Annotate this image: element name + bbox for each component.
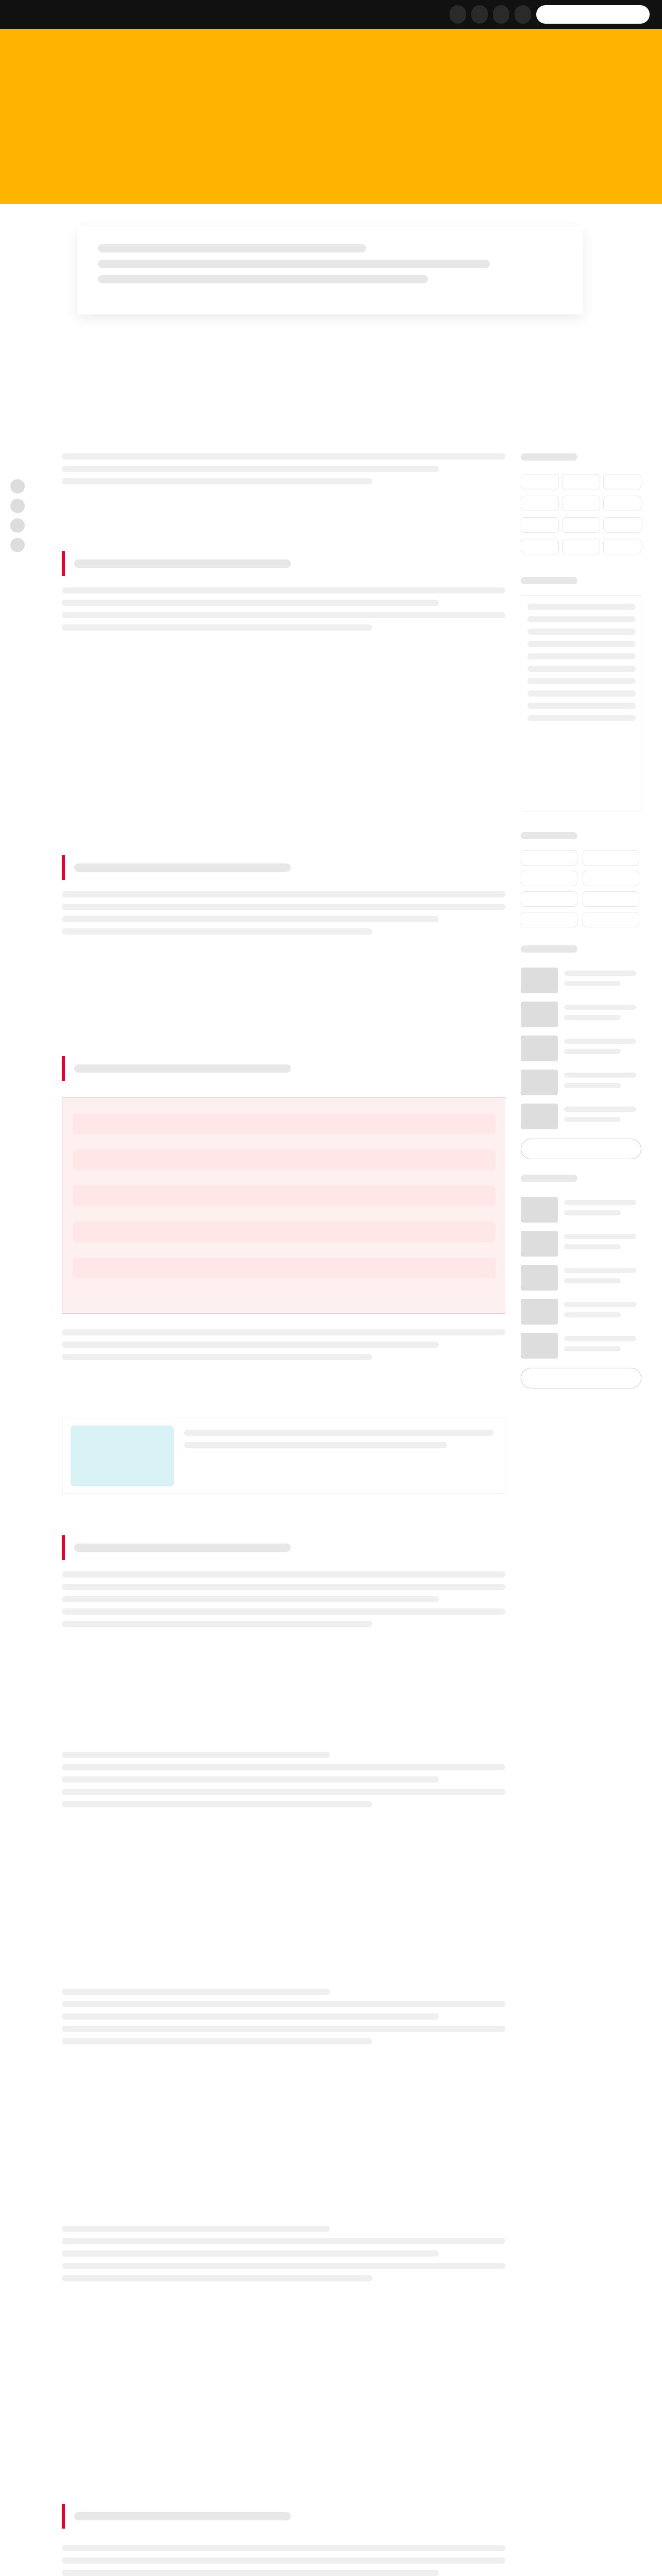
keyword-title	[521, 827, 641, 844]
section-heading	[62, 1535, 505, 1560]
section-body	[62, 2545, 505, 2576]
nav-item[interactable]	[493, 5, 509, 24]
title-placeholder-line	[98, 275, 428, 283]
ranking-item[interactable]	[521, 963, 641, 997]
ranking-more-button[interactable]	[521, 1139, 641, 1159]
ad-item[interactable]	[521, 1261, 641, 1295]
category-item[interactable]	[527, 715, 636, 721]
month-chip[interactable]	[562, 539, 600, 554]
month-chip[interactable]	[521, 474, 559, 489]
keyword-chip[interactable]	[583, 871, 639, 886]
calendar-title	[521, 448, 641, 466]
ranking-item[interactable]	[521, 997, 641, 1031]
section-body	[62, 891, 505, 941]
header-nav	[450, 5, 650, 24]
section-heading	[62, 1056, 505, 1081]
share-icon[interactable]	[10, 479, 25, 494]
category-item[interactable]	[527, 690, 636, 697]
case-block	[62, 1989, 505, 2050]
ads-more-button[interactable]	[521, 1368, 641, 1388]
section-body	[62, 1329, 505, 1366]
month-chip[interactable]	[603, 517, 641, 533]
month-chip[interactable]	[562, 496, 600, 511]
search-input[interactable]	[536, 5, 650, 24]
month-chip[interactable]	[521, 517, 559, 533]
related-article-card[interactable]	[62, 1417, 505, 1494]
category-list	[521, 595, 641, 811]
category-item[interactable]	[527, 653, 636, 659]
keyword-chip[interactable]	[521, 871, 577, 886]
ad-item[interactable]	[521, 1227, 641, 1261]
ad-item[interactable]	[521, 1329, 641, 1363]
ranking-item[interactable]	[521, 1099, 641, 1133]
keyword-chip[interactable]	[583, 850, 639, 866]
title-placeholder-line	[98, 260, 490, 268]
nav-item[interactable]	[450, 5, 466, 24]
card-meta	[184, 1430, 493, 1454]
nav-item[interactable]	[471, 5, 488, 24]
card-thumbnail	[71, 1426, 174, 1486]
month-chip[interactable]	[603, 539, 641, 554]
ads-title	[521, 1170, 641, 1187]
month-chip[interactable]	[562, 474, 600, 489]
title-placeholder-line	[98, 244, 366, 252]
case-block	[62, 2226, 505, 2287]
ranking-title	[521, 940, 641, 958]
step	[73, 1113, 495, 1134]
keyword-chip[interactable]	[521, 850, 577, 866]
section-heading	[62, 551, 505, 576]
ranking-item[interactable]	[521, 1065, 641, 1099]
hero-image	[0, 29, 662, 204]
intro	[62, 453, 505, 490]
category-item[interactable]	[527, 703, 636, 709]
section-heading	[62, 855, 505, 880]
category-title	[521, 572, 641, 589]
month-chip[interactable]	[603, 496, 641, 511]
case-block	[62, 1752, 505, 1814]
month-chip[interactable]	[562, 517, 600, 533]
keyword-chip[interactable]	[521, 891, 577, 907]
month-chip[interactable]	[521, 539, 559, 554]
category-item[interactable]	[527, 678, 636, 684]
keyword-chip[interactable]	[583, 912, 639, 927]
category-item[interactable]	[527, 641, 636, 647]
nav-item[interactable]	[515, 5, 531, 24]
section-body	[62, 587, 505, 637]
category-item[interactable]	[527, 629, 636, 635]
share-icon[interactable]	[10, 518, 25, 533]
ad-item[interactable]	[521, 1295, 641, 1329]
site-header	[0, 0, 662, 29]
step	[73, 1222, 495, 1242]
section-heading	[62, 2504, 505, 2529]
keyword-chip[interactable]	[521, 912, 577, 927]
step	[73, 1149, 495, 1170]
category-item[interactable]	[527, 616, 636, 622]
month-chip[interactable]	[603, 474, 641, 489]
hero-title-card	[77, 227, 583, 314]
section-body	[62, 1571, 505, 1633]
steps-box	[62, 1097, 505, 1314]
keyword-chip[interactable]	[583, 891, 639, 907]
step	[73, 1185, 495, 1206]
step	[73, 1258, 495, 1278]
month-chip[interactable]	[521, 496, 559, 511]
share-icon[interactable]	[10, 499, 25, 513]
share-icon[interactable]	[10, 538, 25, 552]
social-rail	[10, 479, 25, 552]
category-item[interactable]	[527, 604, 636, 610]
category-item[interactable]	[527, 666, 636, 672]
ad-item[interactable]	[521, 1193, 641, 1227]
ranking-item[interactable]	[521, 1031, 641, 1065]
